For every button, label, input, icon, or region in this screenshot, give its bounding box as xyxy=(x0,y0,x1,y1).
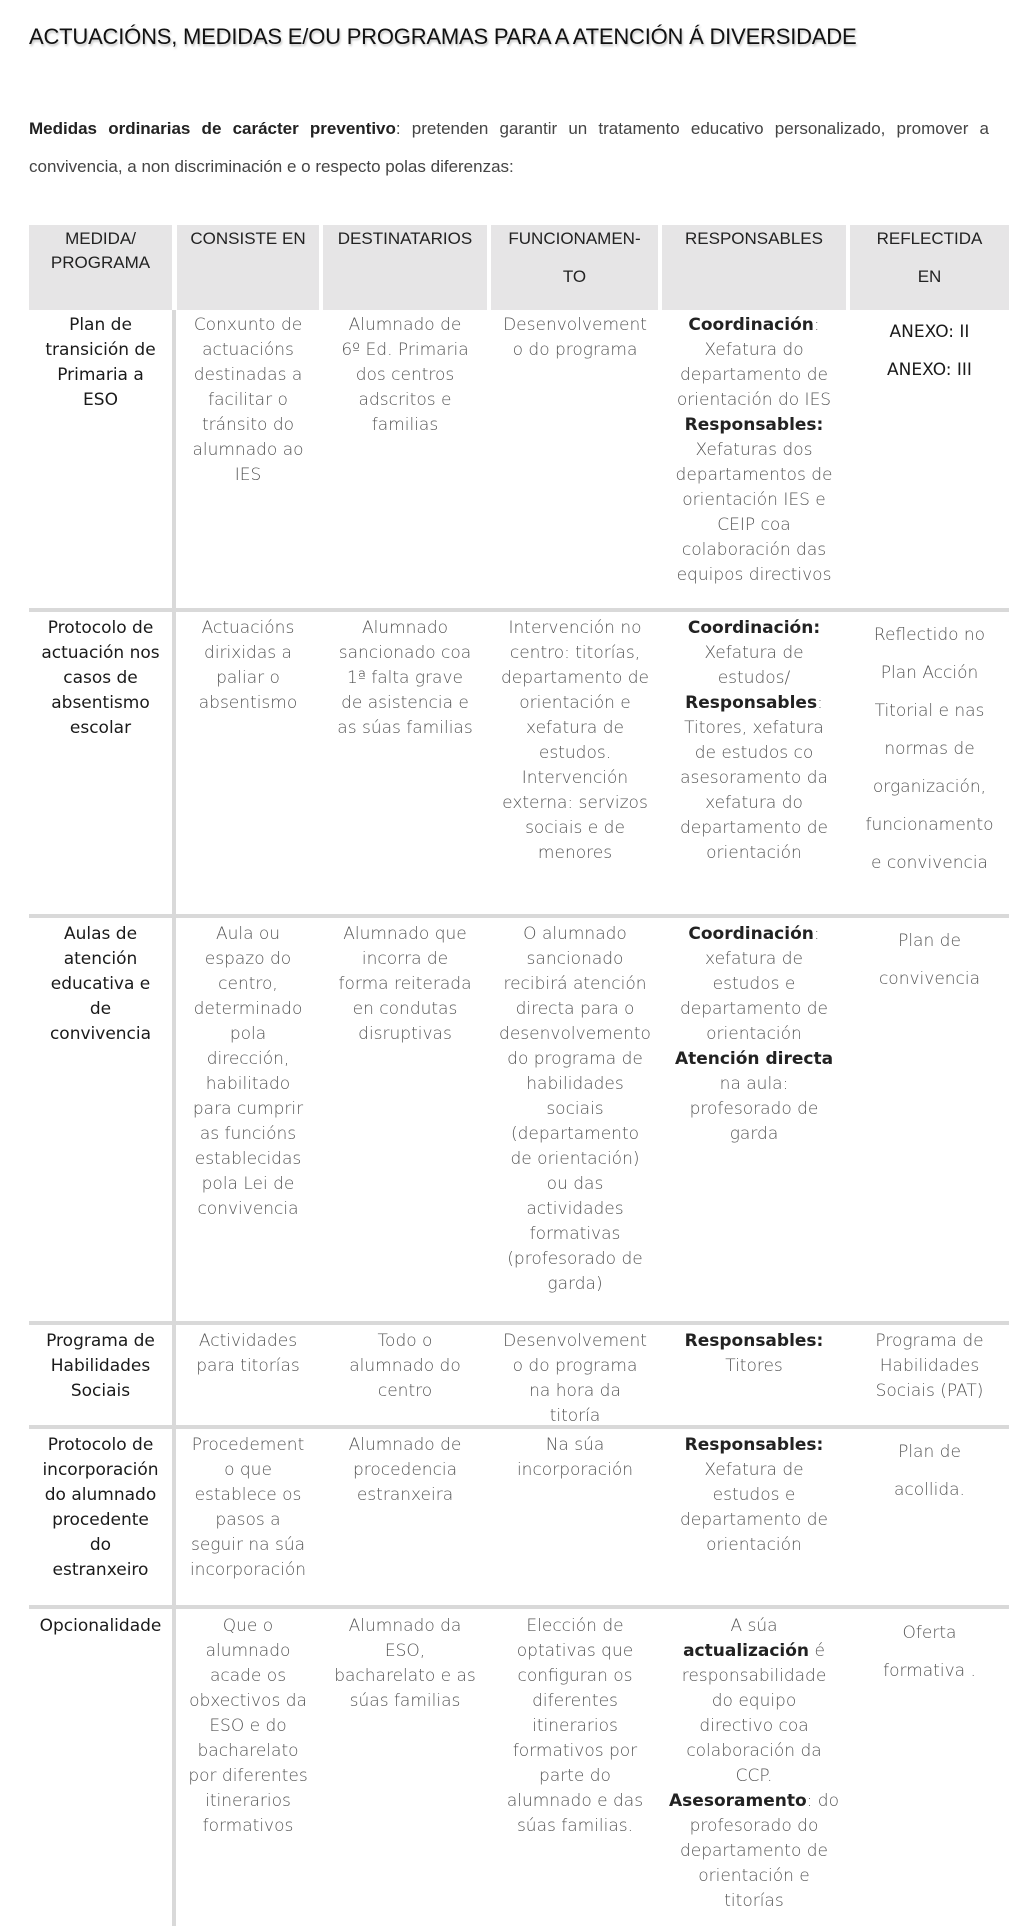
cell-line: de asistencia e xyxy=(341,693,469,713)
consiste-cell xyxy=(177,1614,319,1839)
medida-cell xyxy=(29,1329,172,1404)
cell-line: Procedement xyxy=(191,1435,305,1455)
cell-line: dos centros xyxy=(355,365,455,385)
header-funcionamento-line1: FUNCIONAMEN- xyxy=(508,229,641,248)
destinatarios-cell xyxy=(323,1329,487,1404)
cell-line: colaboración da xyxy=(686,1741,822,1761)
cell-line: procedente xyxy=(52,1510,149,1530)
cell-line: Aula ou xyxy=(215,924,281,944)
cell-line: Habilidades xyxy=(879,1356,980,1376)
cell-line: Reflectido no xyxy=(873,625,986,645)
cell-line: Titorial e nas xyxy=(874,701,985,721)
cell-bold-label: Coordinación xyxy=(688,315,814,335)
cell-line: tránsito do xyxy=(201,415,295,435)
cell-line: normas de xyxy=(884,739,975,759)
cell-line: Primaria a xyxy=(57,365,144,385)
header-reflectida-line1: REFLECTIDA xyxy=(876,229,983,248)
cell-line: departamento de xyxy=(679,365,829,385)
intro-text: : pretenden garantir un tratamento educativo personalizado, promover a convivencia, a non discriminación e o respecto polas diferenzas: xyxy=(29,119,989,176)
header-responsables-line1: RESPONSABLES xyxy=(685,229,823,248)
cell-line: departamentos de xyxy=(675,465,833,485)
cell-line: incorporación xyxy=(42,1460,159,1480)
responsables-cell xyxy=(662,1614,846,1914)
cell-line: parte do xyxy=(539,1766,611,1786)
cell-line: Conxunto de xyxy=(193,315,303,335)
cell-line: Xefatura do xyxy=(704,340,804,360)
cell-line: xefatura de xyxy=(526,718,624,738)
cell-line: Plan de xyxy=(898,931,961,951)
cell-line xyxy=(662,1047,846,1072)
cell-line: desenvolvemento xyxy=(499,1024,651,1044)
cell-line: paliar o xyxy=(216,668,280,688)
cell-line: diferentes xyxy=(532,1691,618,1711)
cell-bold-label: actualización xyxy=(683,1641,810,1661)
funcionamento-cell xyxy=(491,1614,659,1839)
cell-line: centro xyxy=(377,1381,433,1401)
cell-line: orientación xyxy=(706,843,802,863)
cell-line: establece os xyxy=(194,1485,302,1505)
cell-line: Titores, xefatura xyxy=(684,718,824,738)
cell-line: formativa . xyxy=(883,1661,976,1681)
cell-line: Programa de xyxy=(875,1331,984,1351)
cell-line: departamento de xyxy=(679,1510,829,1530)
medida-cell xyxy=(29,616,172,741)
header-consiste xyxy=(177,225,319,310)
cell-line: destinadas a xyxy=(193,365,303,385)
cell-line: para cumprir xyxy=(192,1099,304,1119)
cell-line: orientación xyxy=(706,1024,802,1044)
intro-bold: Medidas ordinarias de carácter preventivo xyxy=(29,119,396,138)
cell-line: Alumnado que xyxy=(343,924,467,944)
reflectida-cell xyxy=(850,616,1009,882)
header-medida-line1: MEDIDA/ xyxy=(65,229,136,248)
header-funcionamento xyxy=(491,225,658,310)
cell-line: do programa de xyxy=(507,1049,643,1069)
cell-line: colaboración das xyxy=(681,540,827,560)
cell-line: acollida. xyxy=(894,1480,965,1500)
cell-line: Aulas de xyxy=(63,924,138,944)
column-divider xyxy=(172,310,176,1926)
header-reflectida xyxy=(850,225,1009,310)
consiste-cell xyxy=(177,1329,319,1379)
cell-line: habilidades xyxy=(526,1074,624,1094)
cell-line: Intervención no xyxy=(508,618,642,638)
cell-line: Opcionalidade xyxy=(39,1616,162,1636)
responsables-cell xyxy=(662,313,846,588)
cell-line: itinerarios xyxy=(532,1716,618,1736)
header-destinatarios-line1: DESTINATARIOS xyxy=(337,229,473,248)
cell-line: centro, xyxy=(218,974,278,994)
cell-line: 1ª falta grave xyxy=(347,668,463,688)
cell-bold-label: Coordinación: xyxy=(687,618,821,638)
cell-bold-label: Responsables xyxy=(685,693,818,713)
cell-line: Alumnado de xyxy=(348,1435,462,1455)
reflectida-cell xyxy=(850,313,1009,389)
cell-line: habilitado xyxy=(205,1074,291,1094)
cell-line: facilitar o xyxy=(208,390,288,410)
cell-line: asesoramento da xyxy=(680,768,828,788)
cell-line: orientación e xyxy=(698,1866,810,1886)
medida-cell xyxy=(29,1614,172,1639)
cell-line: titorías xyxy=(724,1891,784,1911)
funcionamento-cell xyxy=(491,1433,659,1483)
funcionamento-cell xyxy=(491,1329,659,1429)
cell-line: garda xyxy=(729,1124,779,1144)
cell-line: Desenvolvement xyxy=(503,1331,647,1351)
cell-line: absentismo xyxy=(51,693,150,713)
cell-line: de estudos co xyxy=(694,743,814,763)
cell-line: ANEXO: III xyxy=(887,360,972,380)
cell-line: organización, xyxy=(872,777,987,797)
cell-line: (profesorado de xyxy=(507,1249,643,1269)
cell-line: convivencia xyxy=(197,1199,299,1219)
cell-line: formativos xyxy=(202,1816,294,1836)
cell-line: estudos e xyxy=(712,974,796,994)
cell-line: Xefaturas dos xyxy=(695,440,813,460)
header-destinatarios xyxy=(323,225,487,310)
medida-cell xyxy=(29,1433,172,1583)
row-divider xyxy=(29,914,1009,918)
cell-line: bacharelato xyxy=(197,1741,299,1761)
cell-line: profesorado de xyxy=(689,1099,819,1119)
cell-line: dirección, xyxy=(206,1049,290,1069)
funcionamento-cell xyxy=(491,313,659,363)
cell-line: Actuacións xyxy=(201,618,295,638)
cell-line: Asesoramento: do xyxy=(669,1791,839,1811)
cell-line: bacharelato e as xyxy=(334,1666,476,1686)
cell-line: orientación IES e xyxy=(682,490,826,510)
page-title: ACTUACIÓNS, MEDIDAS E/OU PROGRAMAS PARA A ATENCIÓN Á DIVERSIDADE xyxy=(29,24,857,49)
cell-line: responsabilidade xyxy=(681,1666,827,1686)
cell-line: acade os xyxy=(209,1666,287,1686)
cell-line: forma reiterada xyxy=(338,974,472,994)
cell-line: xefatura de xyxy=(705,949,803,969)
cell-line: directa para o xyxy=(515,999,635,1019)
cell-line: casos de xyxy=(63,668,138,688)
cell-line: convivencia xyxy=(878,969,981,989)
responsables-cell xyxy=(662,1329,846,1379)
cell-line: escolar xyxy=(69,718,132,738)
cell-line: atención xyxy=(63,949,138,969)
intro-paragraph xyxy=(29,110,989,186)
responsables-cell xyxy=(662,1433,846,1558)
cell-line: pola Lei de xyxy=(201,1174,295,1194)
cell-line: por diferentes xyxy=(188,1766,308,1786)
cell-line: transición de xyxy=(45,340,156,360)
cell-line: ESO e do xyxy=(209,1716,287,1736)
cell-line: obxectivos da xyxy=(189,1691,307,1711)
cell-line: Sociais (PAT) xyxy=(875,1381,984,1401)
cell-line: dirixidas a xyxy=(204,643,292,663)
reflectida-cell xyxy=(850,1433,1009,1509)
cell-line: en condutas xyxy=(352,999,458,1019)
cell-line: sociais e de xyxy=(525,818,625,838)
cell-line: directivo coa xyxy=(699,1716,809,1736)
cell-line: Todo o xyxy=(377,1331,433,1351)
cell-line: Que o xyxy=(222,1616,274,1636)
cell-line: profesorado do xyxy=(689,1816,819,1836)
cell-line: xefatura do xyxy=(705,793,803,813)
cell-line: establecidas xyxy=(194,1149,302,1169)
reflectida-cell xyxy=(850,1614,1009,1690)
cell-line: estranxeiro xyxy=(52,1560,149,1580)
responsables-cell xyxy=(662,616,846,866)
cell-line: actualización é xyxy=(683,1641,825,1661)
cell-line: (departamento xyxy=(510,1124,640,1144)
cell-line: convivencia xyxy=(49,1024,152,1044)
cell-line: sancionado xyxy=(526,949,624,969)
row-divider xyxy=(29,608,1009,612)
cell-line: orientación e xyxy=(519,693,631,713)
cell-line: Alumnado de xyxy=(348,315,462,335)
cell-line: CEIP coa xyxy=(717,515,791,535)
cell-line xyxy=(662,1329,846,1354)
reflectida-cell xyxy=(850,922,1009,998)
destinatarios-cell xyxy=(323,922,487,1047)
cell-line: departamento de xyxy=(500,668,650,688)
cell-line: Titores xyxy=(725,1356,783,1376)
cell-line: familias xyxy=(371,415,439,435)
cell-line: funcionamento xyxy=(865,815,994,835)
cell-bold-label: Asesoramento xyxy=(669,1791,807,1811)
cell-line xyxy=(662,413,846,438)
cell-line: seguir na súa xyxy=(190,1535,306,1555)
cell-bold-label: Coordinación xyxy=(688,924,814,944)
cell-line: Intervención xyxy=(521,768,629,788)
cell-line: recibirá atención xyxy=(503,974,647,994)
cell-line: Xefatura de xyxy=(704,643,804,663)
header-consiste-line1: CONSISTE EN xyxy=(190,229,306,248)
cell-line xyxy=(662,616,846,641)
cell-bold-label: Responsables: xyxy=(684,1331,824,1351)
destinatarios-cell xyxy=(323,616,487,741)
cell-line: as súas familias xyxy=(337,718,473,738)
cell-line: alumnado xyxy=(205,1641,291,1661)
cell-line: de xyxy=(89,999,112,1019)
cell-line: procedencia xyxy=(352,1460,458,1480)
cell-line: actividades xyxy=(526,1199,624,1219)
responsables-cell xyxy=(662,922,846,1147)
header-reflectida-line2: EN xyxy=(917,267,942,286)
cell-line: CCP. xyxy=(735,1766,773,1786)
cell-line: de orientación) xyxy=(510,1149,640,1169)
consiste-cell xyxy=(177,313,319,488)
cell-line: formativas xyxy=(529,1224,621,1244)
cell-line: configuran os xyxy=(517,1666,633,1686)
cell-line: departamento de xyxy=(679,818,829,838)
cell-line: do equipo xyxy=(711,1691,797,1711)
cell-line: orientación do IES xyxy=(676,390,832,410)
cell-line: Actividades xyxy=(198,1331,298,1351)
cell-bold-label: Responsables: xyxy=(684,1435,824,1455)
cell-line: estudos/ xyxy=(717,668,791,688)
cell-line: Plan de xyxy=(898,1442,961,1462)
consiste-cell xyxy=(177,616,319,716)
cell-line: as funcións xyxy=(199,1124,297,1144)
header-funcionamento-line2: TO xyxy=(562,267,587,286)
cell-line: IES xyxy=(234,465,262,485)
cell-line: 6º Ed. Primaria xyxy=(341,340,469,360)
cell-line: Protocolo de xyxy=(47,1435,154,1455)
cell-line: alumnado ao xyxy=(192,440,304,460)
cell-line: departamento de xyxy=(679,999,829,1019)
cell-line: sociais xyxy=(546,1099,604,1119)
cell-line: menores xyxy=(537,843,613,863)
cell-line: pola xyxy=(229,1024,267,1044)
cell-line: optativas que xyxy=(516,1641,634,1661)
cell-line: ou das xyxy=(546,1174,604,1194)
cell-line: Coordinación: xyxy=(688,924,820,944)
cell-line: O alumnado xyxy=(523,924,627,944)
cell-line: espazo do xyxy=(204,949,292,969)
cell-line: sancionado coa xyxy=(338,643,472,663)
cell-line: determinado xyxy=(193,999,303,1019)
cell-line: o que xyxy=(224,1460,272,1480)
cell-line: incorporación xyxy=(516,1460,634,1480)
cell-line: Na súa xyxy=(545,1435,605,1455)
header-medida-line2: PROGRAMA xyxy=(50,253,151,272)
cell-line: garda) xyxy=(547,1274,603,1294)
reflectida-cell xyxy=(850,1329,1009,1404)
cell-line: educativa e xyxy=(50,974,151,994)
cell-line: alumnado e das xyxy=(506,1791,644,1811)
medida-cell xyxy=(29,922,172,1047)
cell-line: para titorías xyxy=(196,1356,300,1376)
cell-line: ESO xyxy=(83,390,118,410)
cell-line: ESO, xyxy=(384,1641,426,1661)
cell-line: Oferta xyxy=(902,1623,957,1643)
cell-line: do xyxy=(89,1535,112,1555)
cell-bold-label: Atención directa xyxy=(674,1049,834,1069)
medida-cell xyxy=(29,313,172,413)
destinatarios-cell xyxy=(323,1614,487,1714)
row-divider xyxy=(29,1321,1009,1325)
cell-line: incorporación xyxy=(189,1560,307,1580)
cell-line: Responsables: xyxy=(685,693,823,713)
cell-line: Elección de xyxy=(526,1616,624,1636)
cell-line: ANEXO: II xyxy=(889,322,970,342)
cell-line: pasos a xyxy=(215,1510,281,1530)
destinatarios-cell xyxy=(323,313,487,438)
cell-line: itinerarios xyxy=(205,1791,291,1811)
consiste-cell xyxy=(177,1433,319,1583)
cell-line: estudos. xyxy=(538,743,612,763)
cell-line: estudos e xyxy=(712,1485,796,1505)
cell-line: titoría xyxy=(549,1406,601,1426)
funcionamento-cell xyxy=(491,616,659,866)
cell-line: incorra de xyxy=(361,949,449,969)
cell-line: Alumnado da xyxy=(348,1616,462,1636)
cell-line: absentismo xyxy=(198,693,298,713)
row-divider xyxy=(29,1605,1009,1609)
cell-line: Programa de xyxy=(46,1331,155,1351)
cell-line: Xefatura de xyxy=(704,1460,804,1480)
cell-line: departamento de xyxy=(679,1841,829,1861)
cell-line: Alumnado xyxy=(361,618,449,638)
cell-line: disruptivas xyxy=(358,1024,452,1044)
cell-line xyxy=(662,1433,846,1458)
cell-line: Desenvolvement xyxy=(503,315,647,335)
cell-line: e convivencia xyxy=(871,853,988,873)
cell-line: Sociais xyxy=(70,1381,131,1401)
cell-line: actuacións xyxy=(202,340,294,360)
cell-line: estranxeira xyxy=(356,1485,454,1505)
cell-line: súas familias. xyxy=(516,1816,634,1836)
destinatarios-cell xyxy=(323,1433,487,1508)
cell-bold-label: Responsables: xyxy=(684,415,824,435)
cell-line: o do programa xyxy=(512,1356,638,1376)
cell-line: A súa xyxy=(730,1616,778,1636)
cell-line: do alumnado xyxy=(44,1485,157,1505)
cell-line: actuación nos xyxy=(41,643,160,663)
cell-line: Habilidades xyxy=(50,1356,151,1376)
cell-line: Plan Acción xyxy=(880,663,979,683)
cell-line: adscritos e xyxy=(358,390,452,410)
header-medida xyxy=(29,225,172,310)
cell-line: centro: titorías, xyxy=(509,643,641,663)
cell-line: Protocolo de xyxy=(47,618,154,638)
cell-line: súas familias xyxy=(349,1691,461,1711)
cell-line: Coordinación: xyxy=(688,315,820,335)
header-responsables xyxy=(662,225,846,310)
cell-line: o do programa xyxy=(512,340,638,360)
cell-line: externa: servizos xyxy=(502,793,648,813)
cell-line: equipos directivos xyxy=(676,565,832,585)
cell-line: na aula: xyxy=(719,1074,789,1094)
consiste-cell xyxy=(177,922,319,1222)
cell-line: alumnado do xyxy=(349,1356,461,1376)
funcionamento-cell xyxy=(491,922,659,1297)
cell-line: formativos por xyxy=(512,1741,638,1761)
cell-line: Plan de xyxy=(69,315,132,335)
cell-line: orientación xyxy=(706,1535,802,1555)
cell-line: na hora da xyxy=(529,1381,621,1401)
